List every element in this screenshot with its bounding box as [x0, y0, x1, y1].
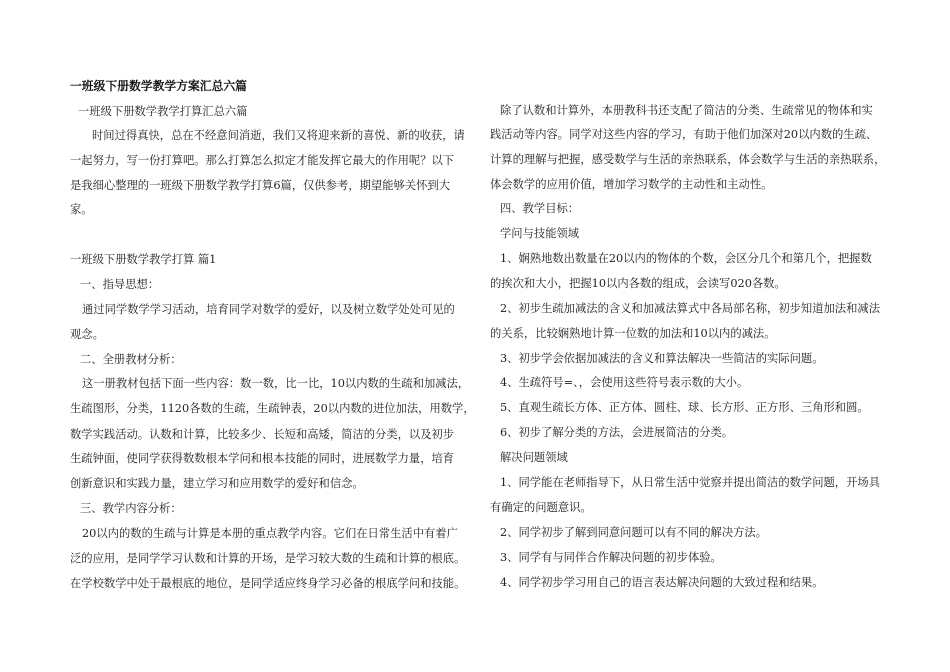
- paragraph-line: 践活动等内容。同学对这些内容的学习，有助于他们加深对20以内数的生疏、: [490, 128, 878, 141]
- paragraph-line: 观念。: [70, 328, 104, 341]
- paragraph-line: 生疏图形，分类，1120各数的生疏，生疏钟表，20以内数的进位加法，用数学，: [70, 402, 475, 415]
- section-heading: 一班级下册数学教学打算 篇1: [70, 253, 217, 266]
- paragraph-line: 计算的理解与把握，感受数学与生活的亲热联系，体会数学与生活的亲热联系，: [490, 153, 886, 166]
- list-item: 3、同学有与同伴合作解决问题的初步体验。: [500, 551, 722, 564]
- paragraph-line: 时间过得真快，总在不经意间消逝，我们又将迎来新的喜悦、新的收获，请: [92, 129, 465, 142]
- paragraph-line: 这一册教材包括下面一些内容：数一数，比一比，10以内数的生疏和加减法，: [82, 377, 470, 390]
- list-item: 1、娴熟地数出数量在20以内的物体的个数，会区分几个和第几个，把握数: [500, 252, 872, 265]
- list-item: 2、同学初步了解到同意问题可以有不同的解决方法。: [500, 526, 768, 539]
- paragraph-line: 一起努力，写一份打算吧。那么打算怎么拟定才能发挥它最大的作用呢？以下: [70, 154, 455, 167]
- paragraph-line: 在学校数学中处于最根底的地位，是同学适应终身学习必备的根底学问和技能。: [70, 577, 466, 590]
- list-item: 6、初步了解分类的方法，会进展简洁的分类。: [500, 426, 734, 439]
- heading-line: 二、全册教材分析：: [80, 353, 182, 366]
- list-item: 3、初步学会依据加减法的含义和算法解决一些简洁的实际问题。: [500, 352, 824, 365]
- paragraph-line: 除了认数和计算外，本册教科书还支配了简洁的分类、生疏常见的物体和实: [500, 104, 873, 117]
- subtitle-line: 一班级下册数学教学打算汇总六篇: [78, 105, 248, 118]
- list-item-continuation: 的挨次和大小，把握10以内各数的组成，会读写020各数。: [490, 277, 786, 290]
- paragraph-line: 生疏钟面，使同学获得数数根本学问和根本技能的同时，进展数学力量，培育: [70, 452, 455, 465]
- list-item-continuation: 有确定的问题意识。: [490, 501, 592, 514]
- heading-line: 一、指导思想：: [80, 278, 160, 291]
- list-item: 5、直观生疏长方体、正方体、圆柱、球、长方形、正方形、三角形和圆。: [500, 401, 869, 414]
- list-item: 4、生疏符号=、，会使用这些符号表示数的大小。: [500, 376, 749, 389]
- heading-line: 四、教学目标：: [500, 202, 580, 215]
- paragraph-line: 数学实践活动。认数和计算，比较多少、长短和高矮，简洁的分类，以及初步: [70, 428, 455, 441]
- heading-line: 三、教学内容分析：: [80, 502, 182, 515]
- subheading-line: 解决问题领域: [500, 451, 568, 464]
- list-item: 1、同学能在老师指导下，从日常生活中觉察并提出简洁的数学问题，开场具: [500, 476, 880, 489]
- list-item: 2、初步生疏加减法的含义和加减法算式中各局部名称，初步知道加法和减法: [500, 302, 880, 315]
- paragraph-line: 20以内的数的生疏与计算是本册的重点教学内容。它们在日常生活中有着广: [82, 527, 458, 540]
- paragraph-line: 通过同学数学学习活动，培育同学对数学的爱好，以及树立数学处处可见的: [82, 303, 455, 316]
- list-item: 4、同学初步学习用自己的语言表达解决问题的大致过程和结果。: [500, 576, 824, 589]
- paragraph-line: 创新意识和实践力量，建立学习和应用数学的爱好和信念。: [70, 477, 364, 490]
- paragraph-line: 泛的应用，是同学学习认数和计算的开场，是学习较大数的生疏和计算的根底。: [70, 552, 466, 565]
- document-title: 一班级下册数学教学方案汇总六篇: [70, 79, 247, 93]
- paragraph-line: 家。: [70, 203, 93, 216]
- paragraph-line: 是我细心整理的一班级下册数学教学打算6篇，仅供参考，期望能够关怀到大: [70, 179, 450, 192]
- list-item-continuation: 的关系，比较娴熟地计算一位数的加法和10以内的减法。: [490, 327, 776, 340]
- paragraph-line: 体会数学的应用价值，增加学习数学的主动性和主动性。: [490, 178, 773, 191]
- subheading-line: 学问与技能领域: [500, 227, 580, 240]
